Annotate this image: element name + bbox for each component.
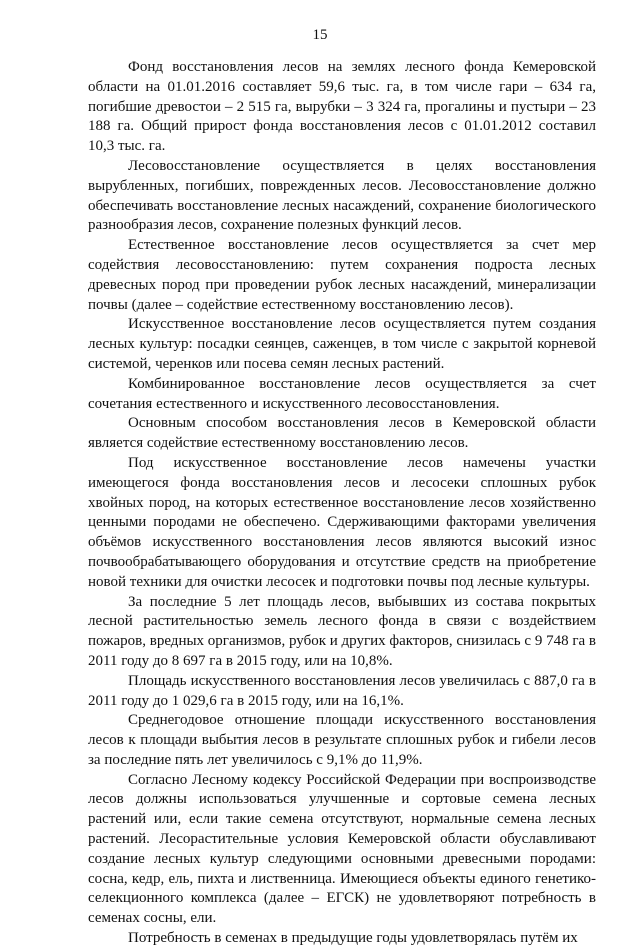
paragraph-artificial-restoration: Искусственное восстановление лесов осуществляется путем создания лесных культур: посадки сеянцев, саженцев, в том числе с закрытой корневой системой, черенков или посева семян лесных растений. bbox=[88, 316, 596, 372]
paragraph-artificial-planned-areas: Под искусственное восстановление лесов намечены участки имеющегося фонда восстановления лесов и лесосеки сплошных рубок хвойных пород, на которых естественное восстановление лесов хозяйственно ценными породами не обеспечено. Сдерживающими факторами увеличения объёмов искусственного восстановления лесов являются высокий износ почвообрабатывающего оборудования и отсутствие средств на приобретение новой техники для очистки лесосек и подготовки почвы под лесные культуры. bbox=[88, 454, 596, 590]
document-body bbox=[88, 58, 596, 949]
paragraph-combined-restoration: Комбинированное восстановление лесов осуществляется за счет сочетания естественного и искусственного лесовосстановления. bbox=[88, 375, 596, 412]
paragraph-main-method: Основным способом восстановления лесов в Кемеровской области является содействие естественному восстановлению лесов. bbox=[88, 415, 596, 452]
paragraph-average-ratio: Среднегодовое отношение площади искусственного восстановления лесов к площади выбытия лесов в результате сплошных рубок и гибели лесов за последние пять лет увеличилось с 9,1% до 11,9%. bbox=[88, 712, 596, 768]
paragraph-forest-code-seeds: Согласно Лесному кодексу Российской Федерации при воспроизводстве лесов должны использоваться улучшенные и сортовые семена лесных растений или, если такие семена отсутствуют, нормальные семена лесных растений. Лесорастительные условия Кемеровской области обуславливают создание лесных культур следующими основными древесными породами: сосна, кедр, ель, пихта и лиственница. Имеющиеся объекты единого генетико-селекционного комплекса (далее – ЕГСК) не удовлетворяют потребность в семенах сосны, ели. bbox=[88, 771, 596, 927]
paragraph-retired-forest-area: За последние 5 лет площадь лесов, выбывших из состава покрытых лесной растительностью земель лесного фонда в связи с воздействием пожаров, вредных организмов, рубок и других факторов, снизилась с 9 748 га в 2011 году до 8 697 га в 2015 году, или на 10,8%. bbox=[88, 593, 596, 669]
paragraph-natural-restoration: Естественное восстановление лесов осуществляется за счет мер содействия лесовосстановлению: путем сохранения подроста лесных древесных пород при проведении рубок лесных насаждений, минерализации почвы (далее – содействие естественному восстановлению лесов). bbox=[88, 237, 596, 313]
paragraph-reforestation-purpose: Лесовосстановление осуществляется в целях восстановления вырубленных, погибших, поврежденных лесов. Лесовосстановление должно обеспечивать восстановление лесных насаждений, сохранение биологического разнообразия лесов, сохранение полезных функций лесов. bbox=[88, 157, 596, 234]
page-number: 15 bbox=[312, 27, 328, 43]
paragraph-artificial-area-growth: Площадь искусственного восстановления лесов увеличилась с 887,0 га в 2011 году до 1 029,6 га в 2015 году, или на 16,1%. bbox=[88, 672, 596, 709]
paragraph-forest-restoration-fund: Фонд восстановления лесов на землях лесного фонда Кемеровской области на 01.01.2016 составляет 59,6 тыс. га, в том числе гари – 634 га, погибшие древостои – 2 515 га, вырубки – 3 324 га, прогалины и пустыри – 23 188 га. Общий прирост фонда восстановления лесов с 01.01.2012 составил 10,3 тыс. га. bbox=[88, 59, 596, 155]
paragraph-seed-demand: Потребность в семенах в предыдущие годы удовлетворялась путём их bbox=[128, 930, 578, 947]
